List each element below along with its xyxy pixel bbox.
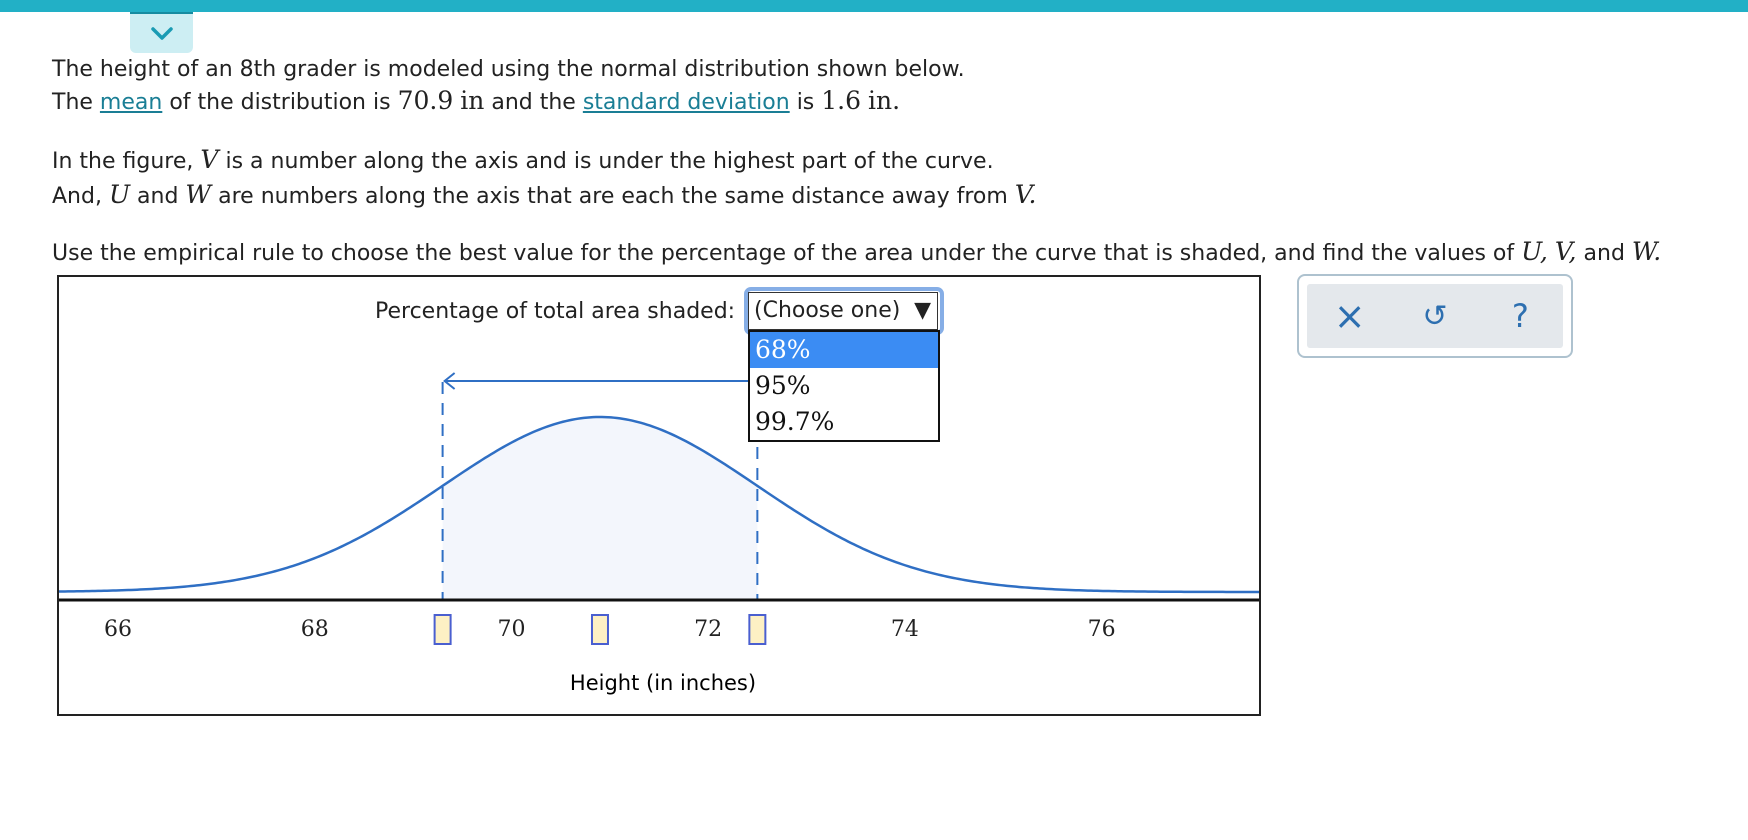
text: and <box>137 184 179 209</box>
text: of the distribution is <box>169 90 391 115</box>
percentage-dropdown <box>748 330 940 442</box>
var-u: U, <box>1521 237 1548 266</box>
text: Use the empirical rule to choose the best value for the percentage of the area under the curve that is shaded, and find the values of <box>52 241 1515 266</box>
undo-icon: ↺ <box>1422 298 1448 334</box>
var-w: W. <box>1631 237 1662 266</box>
standard-deviation-link[interactable]: standard deviation <box>582 90 790 115</box>
option-68[interactable]: 68% <box>750 332 938 368</box>
undo-button[interactable] <box>1410 291 1460 341</box>
tick-label: 74 <box>890 617 919 642</box>
var-v: V. <box>1014 180 1037 209</box>
normal-distribution-chart <box>59 277 1259 714</box>
answer-input-u[interactable] <box>435 615 451 644</box>
help-button[interactable] <box>1495 291 1545 341</box>
answer-input-v[interactable] <box>592 615 608 644</box>
unit: in. <box>868 86 901 115</box>
option-99-7[interactable]: 99.7% <box>755 407 835 436</box>
tick-label: 72 <box>694 617 723 642</box>
percentage-select[interactable] <box>748 292 938 330</box>
top-bar <box>0 0 1748 12</box>
tick-label: 70 <box>497 617 526 642</box>
text: is <box>796 90 815 115</box>
mean-value: 70.9 <box>397 86 454 115</box>
text: are numbers along the axis that are each the same distance away from <box>218 184 1008 209</box>
percentage-label: Percentage of total area shaded: <box>375 299 736 324</box>
text: is a number along the axis and is under the highest part of the curve. <box>225 149 994 174</box>
help-icon: ? <box>1511 297 1529 335</box>
figure-panel <box>57 275 1261 716</box>
select-value: (Choose one) <box>754 298 901 323</box>
text: In the figure, <box>52 149 194 174</box>
shaded-area <box>443 417 758 600</box>
x-axis-label: Height (in inches) <box>569 671 757 695</box>
chevron-down-icon <box>150 26 174 42</box>
var-v: V, <box>1554 237 1577 266</box>
var-w: W <box>185 180 212 209</box>
sd-value: 1.6 <box>821 86 862 115</box>
tick-label: 68 <box>300 617 329 642</box>
tick-label: 76 <box>1087 617 1116 642</box>
dropdown-arrow-icon: ▼ <box>914 298 931 323</box>
text: The <box>52 90 93 115</box>
text: And, <box>52 184 102 209</box>
instruction-line <box>52 237 1661 269</box>
unit: in <box>460 86 485 115</box>
problem-line-1 <box>52 55 965 85</box>
var-u: U <box>108 180 131 209</box>
tools-bar <box>1307 284 1563 348</box>
problem-line-4 <box>52 180 1036 212</box>
var-v: V <box>200 145 219 174</box>
problem-text: The height of an 8th grader is modeled using the normal distribution shown below. <box>52 57 965 82</box>
close-icon: × <box>1333 294 1366 338</box>
tick-label: 66 <box>104 617 133 642</box>
mean-link[interactable]: mean <box>99 90 163 115</box>
problem-line-3 <box>52 145 994 177</box>
collapse-toggle[interactable] <box>130 12 193 53</box>
text: and <box>1583 241 1625 266</box>
tools-panel <box>1297 274 1573 358</box>
clear-button[interactable] <box>1325 291 1375 341</box>
answer-input-w[interactable] <box>749 615 765 644</box>
text: and the <box>491 90 576 115</box>
option-95[interactable]: 95% <box>755 371 811 400</box>
problem-line-2 <box>52 86 900 118</box>
